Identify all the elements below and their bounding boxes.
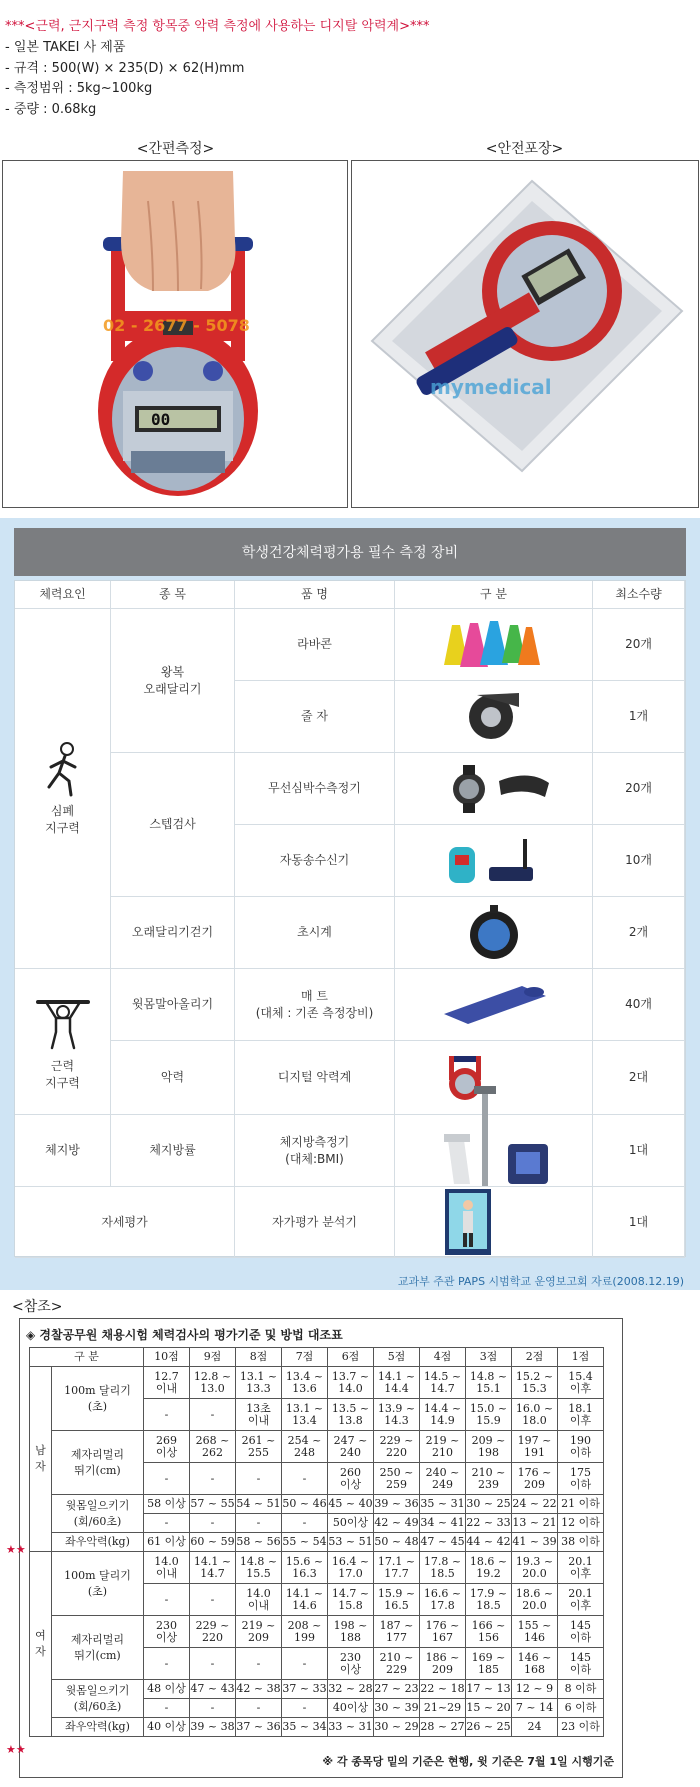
ref-cell: 35 ~ 34 xyxy=(282,1718,328,1737)
ref-cell: 14.7 ~ 15.8 xyxy=(328,1584,374,1616)
reference-table xyxy=(29,1347,604,1737)
ref-cell: 50이상 xyxy=(328,1514,374,1533)
ref-cell: 13.9 ~ 14.3 xyxy=(374,1399,420,1431)
ref-cell: 12.8 ~ 13.0 xyxy=(190,1367,236,1399)
ref-cell: 268 ~ 262 xyxy=(190,1431,236,1463)
ref-cell: - xyxy=(190,1463,236,1495)
ref-cell: 146 ~ 168 xyxy=(512,1648,558,1680)
ref-cell: 14.8 ~ 15.5 xyxy=(236,1552,282,1584)
ref-cell: 13.1 ~ 13.4 xyxy=(282,1399,328,1431)
ref-row xyxy=(30,1367,604,1399)
photo-safe-packaging xyxy=(351,160,699,508)
ref-cell: 28 ~ 27 xyxy=(420,1718,466,1737)
transceiver-icon xyxy=(439,833,549,889)
ref-cell: 15.4 이후 xyxy=(558,1367,604,1399)
item-grip-dynamometer: 디지털 악력계 xyxy=(235,1041,395,1115)
ref-cell: 16.0 ~ 18.0 xyxy=(512,1399,558,1431)
ref-cell: 145 이하 xyxy=(558,1616,604,1648)
ref-cell: 17.1 ~ 17.7 xyxy=(374,1552,420,1584)
ref-cell: 208 ~ 199 xyxy=(282,1616,328,1648)
header-event: 종 목 xyxy=(111,581,235,609)
img-tape xyxy=(395,681,593,753)
qty-cones: 20개 xyxy=(593,609,685,681)
ref-cell: 61 이상 xyxy=(144,1533,190,1552)
ref-cell: 20.1 이후 xyxy=(558,1584,604,1616)
ref-cell: - xyxy=(236,1514,282,1533)
ref-cell: 30 ~ 25 xyxy=(466,1495,512,1514)
qty-tape: 1개 xyxy=(593,681,685,753)
ref-cell: 240 ~ 249 xyxy=(420,1463,466,1495)
ref-cell: 14.1 ~ 14.6 xyxy=(282,1584,328,1616)
photo-grip-measurement xyxy=(2,160,348,508)
ref-cell: 269 이상 xyxy=(144,1431,190,1463)
factor-strength xyxy=(15,969,111,1115)
ref-grade-header: 2점 xyxy=(512,1348,558,1367)
ref-event-label: 100m 달리기 (초) xyxy=(52,1367,144,1431)
qty-grip: 2대 xyxy=(593,1041,685,1115)
header-item: 품 명 xyxy=(235,581,395,609)
item-mat: 매 트 (대체 : 기존 측정장비) xyxy=(235,969,395,1041)
ref-cell: 38 이하 xyxy=(558,1533,604,1552)
ref-cell: 145 이하 xyxy=(558,1648,604,1680)
factor-cardio xyxy=(15,609,111,969)
img-cones xyxy=(395,609,593,681)
ref-cell: 155 ~ 146 xyxy=(512,1616,558,1648)
event-grip: 악력 xyxy=(111,1041,235,1115)
ref-cell: 24 ~ 22 xyxy=(512,1495,558,1514)
ref-cell: 50 ~ 48 xyxy=(374,1533,420,1552)
header-category: 구 분 xyxy=(395,581,593,609)
ref-cell: 13.4 ~ 13.6 xyxy=(282,1367,328,1399)
item-cones: 라바콘 xyxy=(235,609,395,681)
ref-cell: - xyxy=(190,1399,236,1431)
ref-cell: - xyxy=(190,1699,236,1718)
ref-event-label: 제자리멀리 뛰기(cm) xyxy=(52,1431,144,1495)
ref-cell: 40 이상 xyxy=(144,1718,190,1737)
ref-cell: 15 ~ 20 xyxy=(466,1699,512,1718)
ref-grade-header: 4점 xyxy=(420,1348,466,1367)
ref-cell: 250 ~ 259 xyxy=(374,1463,420,1495)
ref-cell: 40이상 xyxy=(328,1699,374,1718)
event-bodyfat: 체지방률 xyxy=(111,1115,235,1187)
ref-cell: 14.8 ~ 15.1 xyxy=(466,1367,512,1399)
ref-grade-header: 5점 xyxy=(374,1348,420,1367)
photo-caption-packaging: <안전포장> xyxy=(485,141,564,157)
posture-analyzer-icon xyxy=(445,1189,491,1255)
ref-cell: 24 xyxy=(512,1718,558,1737)
paps-equipment-section xyxy=(0,518,700,1290)
ref-cell: 12 ~ 9 xyxy=(512,1680,558,1699)
ref-cell: 175 이하 xyxy=(558,1463,604,1495)
ref-cell: 6 이하 xyxy=(558,1699,604,1718)
ref-cell: - xyxy=(236,1699,282,1718)
ref-grade-header: 6점 xyxy=(328,1348,374,1367)
ref-cell: 14.0 이내 xyxy=(236,1584,282,1616)
ref-cell: 23 이하 xyxy=(558,1718,604,1737)
ref-event-label: 좌우악력(kg) xyxy=(52,1718,144,1737)
ref-cell: 8 이하 xyxy=(558,1680,604,1699)
item-self-analyzer: 자가평가 분석기 xyxy=(235,1187,395,1258)
ref-cell: 15.2 ~ 15.3 xyxy=(512,1367,558,1399)
ref-cell: 219 ~ 210 xyxy=(420,1431,466,1463)
ref-cell: - xyxy=(144,1648,190,1680)
ref-cell: 39 ~ 36 xyxy=(374,1495,420,1514)
ref-cell: 54 ~ 51 xyxy=(236,1495,282,1514)
ref-cell: 17.8 ~ 18.5 xyxy=(420,1552,466,1584)
ref-sex-female: 여 자 xyxy=(30,1552,52,1737)
ref-cell: 50 ~ 46 xyxy=(282,1495,328,1514)
ref-cell: 48 이상 xyxy=(144,1680,190,1699)
spec-range: - 측정범위 : 5kg~100kg xyxy=(5,81,153,96)
qty-bodyfat: 1대 xyxy=(593,1115,685,1187)
spec-size: - 규격 : 500(W) × 235(D) × 62(H)mm xyxy=(5,60,245,76)
ref-cell: 18.6 ~ 19.2 xyxy=(466,1552,512,1584)
ref-cell: 13.7 ~ 14.0 xyxy=(328,1367,374,1399)
header-factor: 체력요인 xyxy=(15,581,111,609)
weightlifter-icon xyxy=(34,992,92,1052)
ref-cell: 219 ~ 209 xyxy=(236,1616,282,1648)
ref-cell: 13초 이내 xyxy=(236,1399,282,1431)
ref-cell: 209 ~ 198 xyxy=(466,1431,512,1463)
img-bodyfat-meter xyxy=(395,1115,593,1187)
product-header xyxy=(5,16,695,120)
ref-cell: 14.0 이내 xyxy=(144,1552,190,1584)
ref-cell: 32 ~ 28 xyxy=(328,1680,374,1699)
ref-cell: - xyxy=(282,1648,328,1680)
ref-cell: - xyxy=(144,1463,190,1495)
ref-cell: - xyxy=(282,1463,328,1495)
spec-weight: - 중량 : 0.68kg xyxy=(5,101,97,117)
ref-row xyxy=(30,1431,604,1463)
ref-grade-header: 9점 xyxy=(190,1348,236,1367)
ref-cell: 22 ~ 33 xyxy=(466,1514,512,1533)
ref-cell: - xyxy=(190,1584,236,1616)
qty-mat: 40개 xyxy=(593,969,685,1041)
ref-cell: 7 ~ 14 xyxy=(512,1699,558,1718)
ref-cell: 166 ~ 156 xyxy=(466,1616,512,1648)
ref-row xyxy=(30,1552,604,1584)
ref-cell: 14.1 ~ 14.7 xyxy=(190,1552,236,1584)
ref-cell: - xyxy=(190,1514,236,1533)
ref-grade-header: 7점 xyxy=(282,1348,328,1367)
ref-cell: 21 이하 xyxy=(558,1495,604,1514)
ref-cell: 34 ~ 41 xyxy=(420,1514,466,1533)
ref-grade-header: 3점 xyxy=(466,1348,512,1367)
ref-event-label: 좌우악력(kg) xyxy=(52,1533,144,1552)
ref-cell: 33 ~ 31 xyxy=(328,1718,374,1737)
ref-cell: 260 이상 xyxy=(328,1463,374,1495)
item-hr-monitor: 무선심박수측정기 xyxy=(235,753,395,825)
factor-cardio-label: 심폐 지구력 xyxy=(45,803,80,835)
ref-cell: - xyxy=(144,1514,190,1533)
ref-cell: 41 ~ 39 xyxy=(512,1533,558,1552)
ref-event-label: 100m 달리기 (초) xyxy=(52,1552,144,1616)
body-composition-analyzer-icon xyxy=(424,1080,564,1190)
ref-grade-header: 8점 xyxy=(236,1348,282,1367)
ref-cell: 169 ~ 185 xyxy=(466,1648,512,1680)
reference-label: <참조> xyxy=(12,1299,63,1315)
ref-cell: 190 이하 xyxy=(558,1431,604,1463)
ref-cell: 14.1 ~ 14.4 xyxy=(374,1367,420,1399)
qty-hr-monitor: 20개 xyxy=(593,753,685,825)
event-shuttle-run: 왕복 오래달리기 xyxy=(111,609,235,753)
reference-title: ◈ 경찰공무원 채용시험 체력검사의 평가기준 및 방법 대조표 xyxy=(26,1328,343,1342)
ref-cell: 58 ~ 56 xyxy=(236,1533,282,1552)
ref-cell: 187 ~ 177 xyxy=(374,1616,420,1648)
img-posture-analyzer xyxy=(395,1187,593,1258)
ref-cell: 17 ~ 13 xyxy=(466,1680,512,1699)
img-mat xyxy=(395,969,593,1041)
ref-row xyxy=(30,1495,604,1514)
ref-cell: - xyxy=(144,1699,190,1718)
phone-watermark: 02 - 2677 - 5078 xyxy=(103,316,250,335)
ref-cell: 45 ~ 40 xyxy=(328,1495,374,1514)
qty-transceiver: 10개 xyxy=(593,825,685,897)
ref-col-header: 구 분 xyxy=(30,1348,144,1367)
ref-cell: 15.0 ~ 15.9 xyxy=(466,1399,512,1431)
factor-posture: 자세평가 xyxy=(15,1187,235,1258)
ref-cell: 13.1 ~ 13.3 xyxy=(236,1367,282,1399)
ref-cell: 47 ~ 45 xyxy=(420,1533,466,1552)
ref-cell: 13.5 ~ 13.8 xyxy=(328,1399,374,1431)
tape-measure-icon xyxy=(459,687,529,747)
ref-cell: 21~29 xyxy=(420,1699,466,1718)
ref-cell: 18.1 이후 xyxy=(558,1399,604,1431)
ref-cell: 58 이상 xyxy=(144,1495,190,1514)
ref-cell: 42 ~ 38 xyxy=(236,1680,282,1699)
ref-row xyxy=(30,1680,604,1699)
ref-cell: 44 ~ 42 xyxy=(466,1533,512,1552)
paps-source: 교과부 주관 PAPS 시범학교 운영보고회 자료(2008.12.19) xyxy=(397,1275,684,1288)
photo-caption-simple: <간편측정> xyxy=(136,141,215,157)
ref-event-label: 윗몸일으키기 (회/60초) xyxy=(52,1495,144,1533)
item-transceiver: 자동송수신기 xyxy=(235,825,395,897)
runner-icon xyxy=(41,741,85,797)
ref-cell: 16.4 ~ 17.0 xyxy=(328,1552,374,1584)
ref-cell: 16.6 ~ 17.8 xyxy=(420,1584,466,1616)
event-step-test: 스텝검사 xyxy=(111,753,235,897)
ref-cell: 12.7 이내 xyxy=(144,1367,190,1399)
ref-cell: 176 ~ 167 xyxy=(420,1616,466,1648)
ref-cell: 17.9 ~ 18.5 xyxy=(466,1584,512,1616)
ref-cell: 261 ~ 255 xyxy=(236,1431,282,1463)
ref-cell: 12 이하 xyxy=(558,1514,604,1533)
ref-cell: 27 ~ 23 xyxy=(374,1680,420,1699)
ref-sex-male: 남 자 xyxy=(30,1367,52,1552)
ref-cell: 57 ~ 55 xyxy=(190,1495,236,1514)
ref-cell: 35 ~ 31 xyxy=(420,1495,466,1514)
qty-posture: 1대 xyxy=(593,1187,685,1258)
ref-cell: 42 ~ 49 xyxy=(374,1514,420,1533)
ref-grade-header: 10점 xyxy=(144,1348,190,1367)
heart-rate-monitor-icon xyxy=(429,761,559,817)
ref-cell: 53 ~ 51 xyxy=(328,1533,374,1552)
ref-cell: 229 ~ 220 xyxy=(374,1431,420,1463)
lcd-readout: 00 xyxy=(151,410,171,429)
ref-cell: - xyxy=(282,1699,328,1718)
header-quantity: 최소수량 xyxy=(593,581,685,609)
ref-cell: - xyxy=(190,1648,236,1680)
ref-cell: 15.6 ~ 16.3 xyxy=(282,1552,328,1584)
factor-strength-label: 근력 지구력 xyxy=(45,1058,80,1090)
ref-cell: 26 ~ 25 xyxy=(466,1718,512,1737)
brand-watermark: mymedical xyxy=(430,375,552,399)
ref-cell: 30 ~ 39 xyxy=(374,1699,420,1718)
ref-cell: 186 ~ 209 xyxy=(420,1648,466,1680)
ref-cell: 30 ~ 29 xyxy=(374,1718,420,1737)
ref-cell: 22 ~ 18 xyxy=(420,1680,466,1699)
ref-cell: - xyxy=(236,1463,282,1495)
paps-grid xyxy=(14,580,686,1257)
event-curl-up: 윗몸말아올리기 xyxy=(111,969,235,1041)
ref-cell: 198 ~ 188 xyxy=(328,1616,374,1648)
ref-cell: 14.5 ~ 14.7 xyxy=(420,1367,466,1399)
ref-event-label: 윗몸일으키기 (회/60초) xyxy=(52,1680,144,1718)
ref-cell: - xyxy=(144,1399,190,1431)
item-stopwatch: 초시계 xyxy=(235,897,395,969)
img-transceiver xyxy=(395,825,593,897)
ref-cell: - xyxy=(144,1584,190,1616)
ref-cell: 197 ~ 191 xyxy=(512,1431,558,1463)
product-title: ***<근력, 근지구력 측정 항목중 악력 측정에 사용하는 디지탈 악력계>*** xyxy=(5,19,430,34)
img-stopwatch xyxy=(395,897,593,969)
cone-icon xyxy=(434,617,554,673)
ref-cell: 60 ~ 59 xyxy=(190,1533,236,1552)
event-long-run-walk: 오래달리기걷기 xyxy=(111,897,235,969)
ref-cell: 37 ~ 36 xyxy=(236,1718,282,1737)
ref-cell: 15.9 ~ 16.5 xyxy=(374,1584,420,1616)
ref-cell: 13 ~ 21 xyxy=(512,1514,558,1533)
ref-event-label: 제자리멀리 뛰기(cm) xyxy=(52,1616,144,1680)
ref-cell: 254 ~ 248 xyxy=(282,1431,328,1463)
ref-cell: 55 ~ 54 xyxy=(282,1533,328,1552)
ref-cell: 230 이상 xyxy=(144,1616,190,1648)
ref-row xyxy=(30,1533,604,1552)
ref-cell: 39 ~ 38 xyxy=(190,1718,236,1737)
ref-cell: 20.1 이후 xyxy=(558,1552,604,1584)
item-tape: 줄 자 xyxy=(235,681,395,753)
ref-cell: 14.4 ~ 14.9 xyxy=(420,1399,466,1431)
stopwatch-icon xyxy=(464,903,524,963)
paps-title: 학생건강체력평가용 필수 측정 장비 xyxy=(14,528,686,576)
ref-cell: - xyxy=(236,1648,282,1680)
ref-cell: 176 ~ 209 xyxy=(512,1463,558,1495)
yoga-mat-icon xyxy=(434,980,554,1030)
ref-grade-header: 1점 xyxy=(558,1348,604,1367)
reference-note: ※ 각 종목당 밑의 기준은 현행, 윗 기준은 7월 1일 시행기준 xyxy=(322,1755,614,1768)
spec-maker: - 일본 TAKEI 사 제품 xyxy=(5,40,126,55)
ref-row xyxy=(30,1616,604,1648)
star-mark-male: ★★ xyxy=(6,1543,26,1556)
ref-cell: 210 ~ 229 xyxy=(374,1648,420,1680)
ref-cell: 18.6 ~ 20.0 xyxy=(512,1584,558,1616)
img-hr-monitor xyxy=(395,753,593,825)
qty-stopwatch: 2개 xyxy=(593,897,685,969)
ref-cell: 47 ~ 43 xyxy=(190,1680,236,1699)
ref-row xyxy=(30,1718,604,1737)
ref-cell: 37 ~ 33 xyxy=(282,1680,328,1699)
ref-cell: 19.3 ~ 20.0 xyxy=(512,1552,558,1584)
police-fitness-table xyxy=(6,1318,623,1778)
ref-cell: - xyxy=(282,1514,328,1533)
star-mark-female: ★★ xyxy=(6,1743,26,1756)
ref-cell: 247 ~ 240 xyxy=(328,1431,374,1463)
factor-bodyfat: 체지방 xyxy=(15,1115,111,1187)
ref-cell: 210 ~ 239 xyxy=(466,1463,512,1495)
ref-cell: 229 ~ 220 xyxy=(190,1616,236,1648)
item-bodyfat-meter: 체지방측정기 (대체:BMI) xyxy=(235,1115,395,1187)
ref-cell: 230 이상 xyxy=(328,1648,374,1680)
